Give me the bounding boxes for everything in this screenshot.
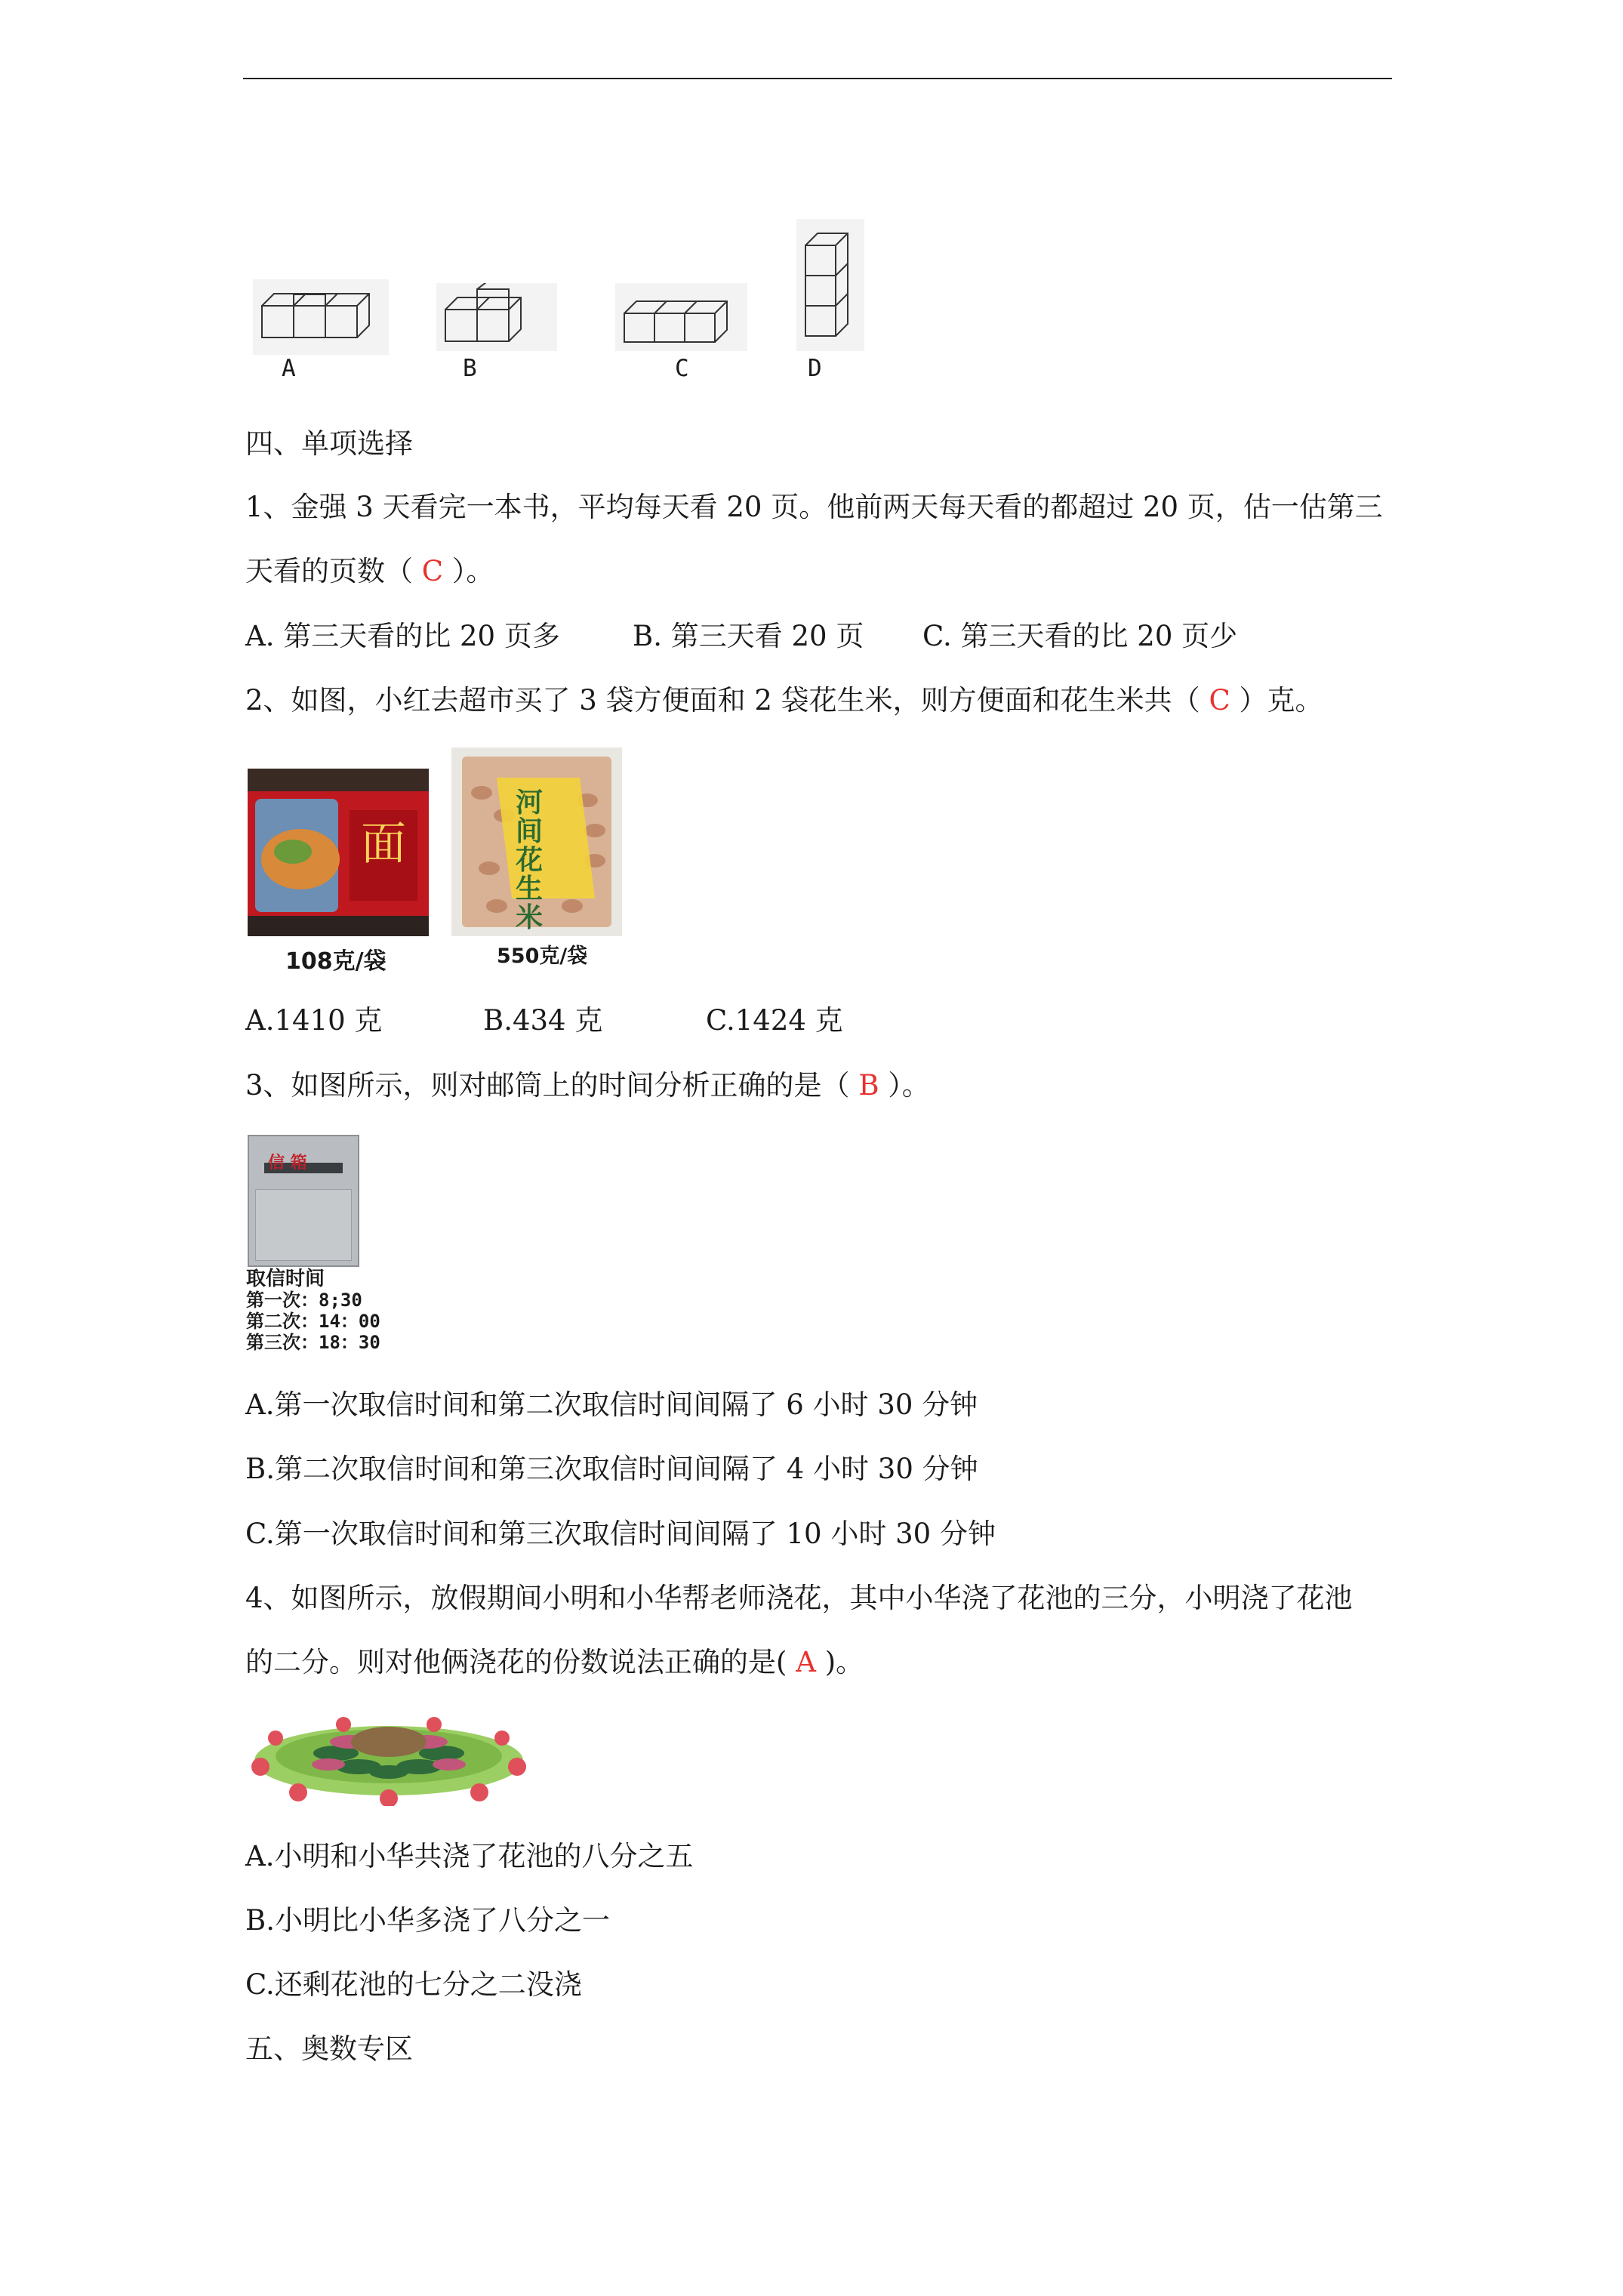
question-3-option-c: C.第一次取信时间和第三次取信时间间隔了 10 小时 30 分钟 [245,1518,996,1550]
question-1-text-cont: 天看的页数（ C ）。 [245,555,494,587]
mailbox-times-heading: 取信时间 [246,1268,325,1290]
pickup-time-2: 第二次：14：00 [246,1311,380,1332]
pickup-time-3: 第三次：18：30 [246,1332,380,1353]
cube-label-d: D [808,355,822,382]
question-4-option-b: B.小明比小华多浇了八分之一 [245,1904,610,1937]
question-1-option-b: B. 第三天看 20 页 [633,620,864,652]
question-2-option-b: B.434 克 [483,1004,603,1037]
pickup-time-1: 第一次：8;30 [246,1290,362,1311]
cube-label-a: A [282,355,296,382]
question-4-text: 4、如图所示，放假期间小明和小华帮老师浇花，其中小华浇了花池的三分，小明浇了花池 [245,1582,1353,1614]
question-4-option-c: C.还剩花池的七分之二没浇 [245,1968,582,2001]
header-rule [243,78,1392,79]
question-3-answer: B [858,1069,879,1102]
svg-text:面: 面 [361,818,406,871]
question-3-option-a: A.第一次取信时间和第二次取信时间间隔了 6 小时 30 分钟 [245,1388,978,1421]
mailbox-door [255,1189,352,1261]
peanut-bag-image [451,747,622,936]
cube-label-b: B [463,355,477,382]
cube-label-c: C [675,355,689,382]
question-1-option-a: A. 第三天看的比 20 页多 [245,620,560,652]
peanut-bag-label: 河间花生米 [516,787,544,933]
cube-figure-c [615,283,747,351]
question-3-text: 3、如图所示，则对邮筒上的时间分析正确的是（ B ）。 [245,1069,930,1102]
question-1-option-c: C. 第三天看的比 20 页少 [922,620,1238,652]
section-title-5: 五、奥数专区 [245,2032,413,2065]
question-2-text: 2、如图，小红去超市买了 3 袋方便面和 2 袋花生米，则方便面和花生米共（ C ）克。 [245,684,1323,717]
question-1-text: 1、金强 3 天看完一本书，平均每天看 20 页。他前两天每天看的都超过 20 页，估一估第三 [245,491,1383,523]
cube-figure-b [436,283,557,351]
question-3-option-b: B.第二次取信时间和第三次取信时间间隔了 4 小时 30 分钟 [245,1453,978,1485]
noodle-package-image [248,769,429,936]
question-4-option-a: A.小明和小华共浇了花池的八分之五 [245,1840,694,1872]
peanut-weight-caption: 550克/袋 [497,945,588,968]
question-2-option-c: C.1424 克 [706,1004,843,1037]
cube-figure-d [796,219,864,351]
mailbox-image [248,1135,359,1267]
question-2-option-a: A.1410 克 [245,1004,383,1037]
question-4-answer: A [796,1646,816,1678]
question-2-answer: C [1209,684,1230,717]
mailbox-times [246,1268,380,1353]
mailbox-label: 信 箱 [268,1154,307,1173]
question-4-text-cont: 的二分。则对他俩浇花的份数说法正确的是( A )。 [245,1646,864,1678]
section-title: 四、单项选择 [245,427,413,460]
noodle-weight-caption: 108克/袋 [285,948,387,975]
flower-bed-image [245,1708,532,1806]
question-1-answer: C [421,555,444,587]
cube-figure-a [253,279,389,355]
